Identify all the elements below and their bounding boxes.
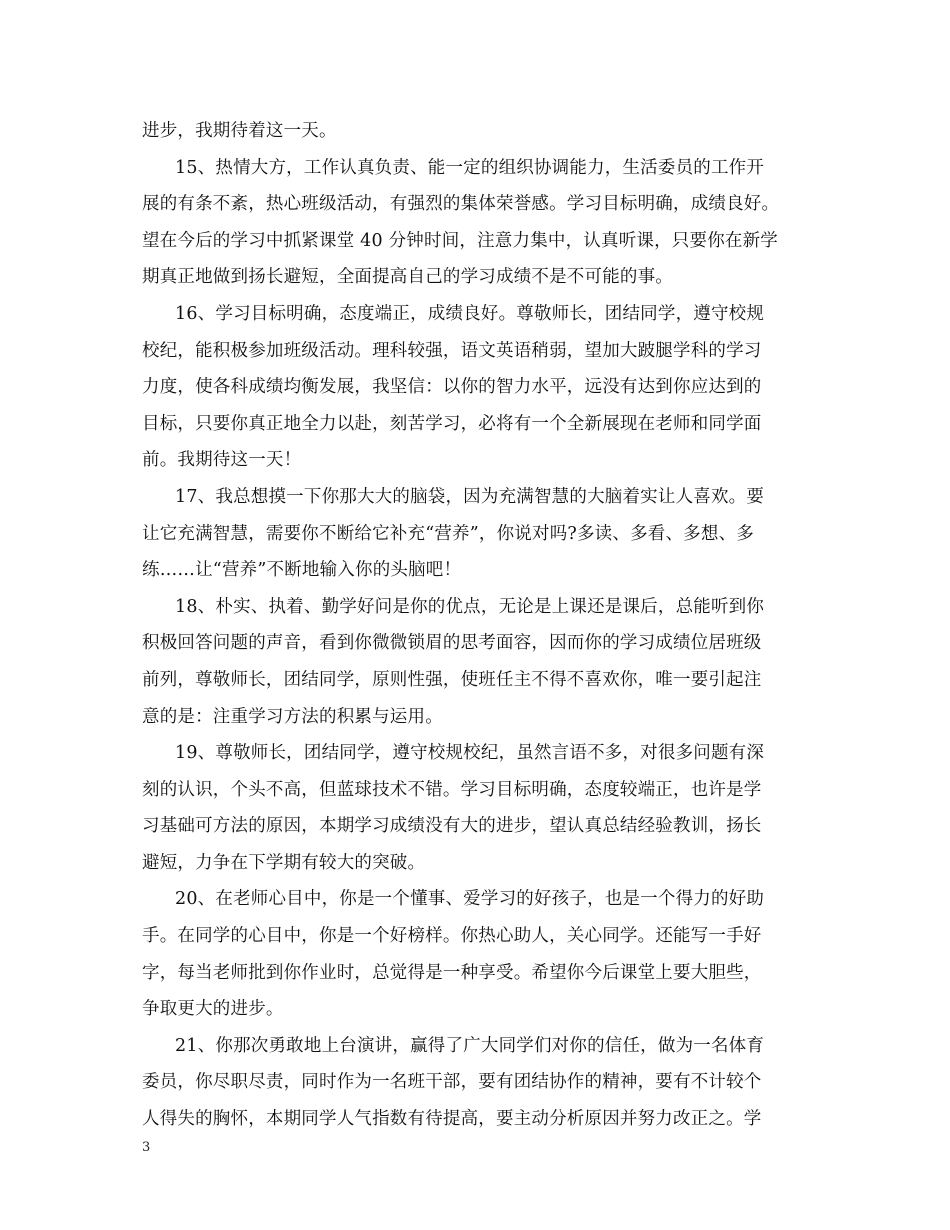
text-line: 17、我总想摸一下你那大大的脑袋，因为充满智慧的大脑着实让人喜欢。要 [175,486,765,507]
text-line: 16、学习目标明确，态度端正，成绩良好。尊敬师长，团结同学，遵守校规 [175,303,765,324]
document-body [142,113,812,1138]
text-line: 意的是：注重学习方法的积累与运用。 [142,706,443,727]
text-line: 前。我期待这一天！ [142,450,302,471]
text-line: 人得失的胸怀，本期同学人气指数有待提高，要主动分析原因并努力改正之。学 [142,1109,762,1130]
text-line: 习基础可方法的原因，本期学习成绩没有大的进步，望认真总结经验教训，扬长 [142,816,762,837]
text-line: 积极回答问题的声音，看到你微微锁眉的思考面容，因而你的学习成绩位居班级 [142,633,762,654]
text-line: 力度，使各科成绩均衡发展，我坚信：以你的智力水平，远没有达到你应达到的 [142,377,762,398]
text-line: 21、你那次勇敢地上台演讲，赢得了广大同学们对你的信任，做为一名体育 [175,1035,765,1056]
text-line: 避短，力争在下学期有较大的突破。 [142,852,426,873]
text-line: 练……让“营养”不断地输入你的头脑吧！ [142,560,462,581]
text-line: 目标，只要你真正地全力以赴，刻苦学习，必将有一个全新展现在老师和同学面 [142,413,762,434]
text-line: 校纪，能积极参加班级活动。理科较强，语文英语稍弱，望加大跛腿学科的学习 [142,340,762,361]
text-line: 进步，我期待着这一天。 [142,121,337,141]
text-line: 委员，你尽职尽责，同时作为一名班干部，要有团结协作的精神，要有不计较个 [142,1072,762,1093]
page-number: 3 [142,1140,151,1155]
text-line: 争取更大的进步。 [142,999,284,1020]
text-line: 20、在老师心目中，你是一个懂事、爱学习的好孩子，也是一个得力的好助 [175,889,765,910]
text-line: 手。在同学的心目中，你是一个好榜样。你热心助人，关心同学。还能写一手好 [142,926,762,947]
text-line: 15、热情大方，工作认真负责、能一定的组织协调能力，生活委员的工作开 [175,157,765,178]
text-line: 字，每当老师批到你作业时，总觉得是一种享受。希望你今后课堂上要大胆些， [142,962,762,983]
text-line: 望在今后的学习中抓紧课堂 40 分钟时间，注意力集中，认真听课，只要你在新学 [142,230,778,251]
text-line: 刻的认识，个头不高，但蓝球技术不错。学习目标明确，态度较端正，也许是学 [142,779,762,800]
text-line: 展的有条不紊，热心班级活动，有强烈的集体荣誉感。学习目标明确，成绩良好。 [142,194,780,215]
text-line: 19、尊敬师长，团结同学，遵守校规校纪，虽然言语不多，对很多问题有深 [175,743,765,764]
text-line: 前列，尊敬师长，团结同学，原则性强，使班任主不得不喜欢你，唯一要引起注 [142,669,762,690]
text-line: 期真正地做到扬长避短，全面提高自己的学习成绩不是不可能的事。 [142,267,673,288]
text-line: 18、朴实、执着、勤学好问是你的优点，无论是上课还是课后，总能听到你 [175,596,765,617]
text-line: 让它充满智慧，需要你不断给它补充“营养”，你说对吗?多读、多看、多想、多 [142,523,754,544]
